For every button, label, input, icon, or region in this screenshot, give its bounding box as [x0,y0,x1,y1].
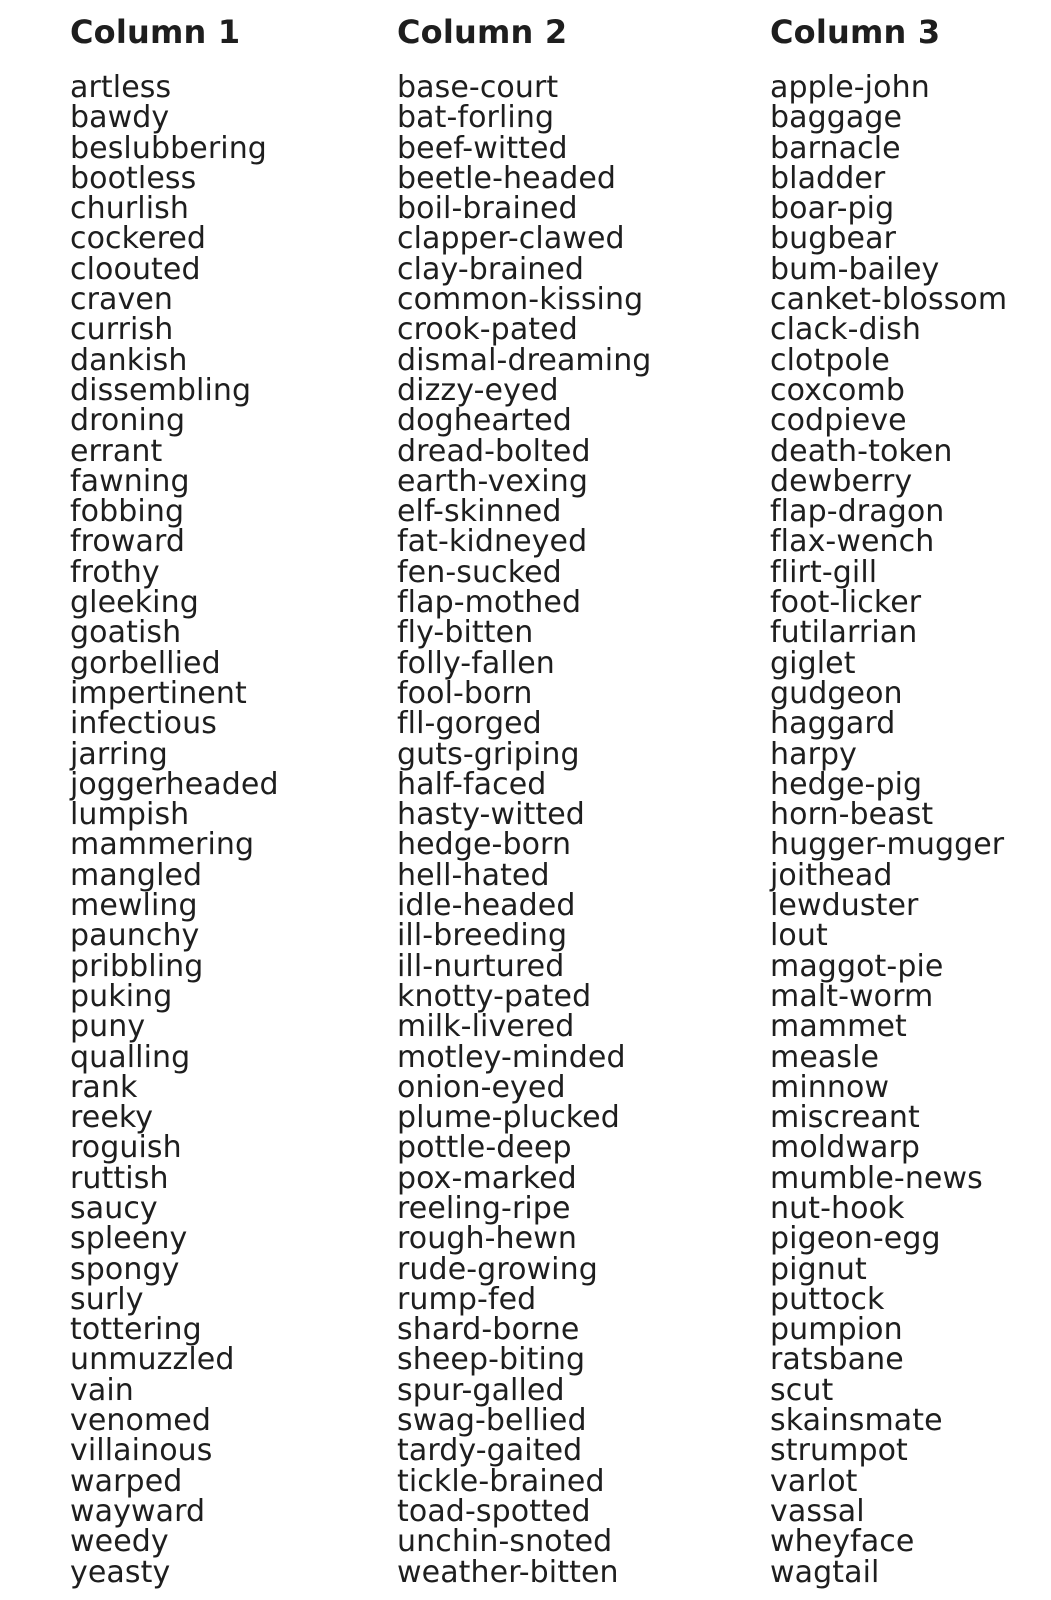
word-item: beetle-headed [397,160,617,196]
word-item: scut [770,1372,834,1408]
word-item: beslubbering [70,130,267,166]
word-item: dissembling [70,372,252,408]
word-item: clay-brained [397,251,585,287]
word-item: harpy [770,736,858,772]
word-item: mammering [70,827,255,863]
column-3 [770,8,1007,1588]
word-item: half-faced [397,766,547,802]
word-item: mangled [70,857,203,893]
word-item: clotpole [770,342,890,378]
word-list [70,70,279,1590]
word-item: mammet [770,1009,907,1045]
word-item: motley-minded [397,1039,626,1075]
word-item: paunchy [70,918,200,954]
word-item: plume-plucked [397,1100,620,1136]
word-item: dread-bolted [397,433,591,469]
word-item: lewduster [770,888,919,924]
word-item: folly-fallen [397,645,555,681]
word-item: wagtail [770,1554,880,1590]
word-item: elf-skinned [397,494,562,530]
word-item: lout [770,918,828,954]
word-item: puttock [770,1281,885,1317]
word-item: clapper-clawed [397,221,625,257]
word-item: errant [70,433,163,469]
word-item: canket-blossom [770,282,1008,318]
word-item: reeky [70,1100,154,1136]
word-item: doghearted [397,403,572,439]
word-item: swag-bellied [397,1403,587,1439]
word-item: strumpot [770,1433,908,1469]
word-item: haggard [770,706,896,742]
word-item: spur-galled [397,1372,565,1408]
word-item: cloouted [70,251,201,287]
word-item: beef-witted [397,130,568,166]
word-item: fll-gorged [397,706,542,742]
word-item: vain [70,1372,134,1408]
word-item: bawdy [70,100,170,136]
word-item: qualling [70,1039,191,1075]
word-item: base-court [397,70,559,105]
word-item: toad-spotted [397,1493,591,1529]
word-item: knotty-pated [397,978,592,1014]
word-item: craven [70,282,174,318]
word-item: barnacle [770,130,901,166]
word-item: wheyface [770,1524,915,1560]
word-item: tardy-gaited [397,1433,583,1469]
word-item: puking [70,978,173,1014]
word-item: wayward [70,1493,206,1529]
word-item: warped [70,1463,183,1499]
word-item: milk-livered [397,1009,575,1045]
word-item: goatish [70,615,182,651]
word-item: tickle-brained [397,1463,605,1499]
word-item: cockered [70,221,207,257]
word-item: dizzy-eyed [397,372,559,408]
word-item: tottering [70,1312,202,1348]
word-item: flirt-gill [770,554,878,590]
word-item: foot-licker [770,585,922,621]
word-item: pigeon-egg [770,1221,941,1257]
word-item: baggage [770,100,903,136]
word-item: dismal-dreaming [397,342,652,378]
word-item: mumble-news [770,1160,983,1196]
word-item: measle [770,1039,880,1075]
word-item: pox-marked [397,1160,577,1196]
word-item: ill-nurtured [397,948,565,984]
word-item: ruttish [70,1160,169,1196]
word-item: boar-pig [770,191,895,227]
word-item: mewling [70,888,198,924]
word-item: guts-griping [397,736,580,772]
word-item: pumpion [770,1312,903,1348]
word-item: roguish [70,1130,182,1166]
word-item: skainsmate [770,1403,943,1439]
word-item: codpieve [770,403,907,439]
word-item: artless [70,70,172,105]
word-item: giglet [770,645,856,681]
column-header: Column 3 [770,13,941,51]
word-item: flap-dragon [770,494,945,530]
word-item: death-token [770,433,953,469]
word-list [397,70,652,1590]
word-item: hedge-born [397,827,572,863]
word-item: nut-hook [770,1190,905,1226]
word-item: moldwarp [770,1130,921,1166]
column-header: Column 2 [397,13,568,51]
word-item: dewberry [770,463,913,499]
word-item: gleeking [70,585,199,621]
word-item: infectious [70,706,217,742]
word-item: apple-john [770,70,930,105]
word-item: common-kissing [397,282,644,318]
word-item: jarring [70,736,168,772]
word-item: dankish [70,342,188,378]
word-item: surly [70,1281,144,1317]
word-item: rank [70,1069,138,1105]
word-item: venomed [70,1403,212,1439]
word-item: malt-worm [770,978,934,1014]
word-item: bat-forling [397,100,555,136]
word-item: bladder [770,160,886,196]
word-item: fly-bitten [397,615,534,651]
word-item: varlot [770,1463,858,1499]
word-item: fen-sucked [397,554,562,590]
word-item: froward [70,524,186,560]
word-item: rump-fed [397,1281,537,1317]
word-item: hell-hated [397,857,550,893]
word-item: minnow [770,1069,890,1105]
word-item: droning [70,403,186,439]
column-2 [397,8,651,1588]
word-item: joggerheaded [70,766,279,802]
word-item: impertinent [70,675,247,711]
word-item: flap-mothed [397,585,582,621]
word-item: currish [70,312,174,348]
word-item: flax-wench [770,524,935,560]
word-item: unmuzzled [70,1342,235,1378]
word-item: maggot-pie [770,948,944,984]
word-item: villainous [70,1433,213,1469]
word-item: clack-dish [770,312,921,348]
word-list [770,70,1008,1590]
word-item: puny [70,1009,146,1045]
word-item: gorbellied [70,645,221,681]
word-item: joithead [770,857,893,893]
word-item: fool-born [397,675,533,711]
word-item: ratsbane [770,1342,904,1378]
word-item: saucy [70,1190,158,1226]
word-item: reeling-ripe [397,1190,571,1226]
word-item: onion-eyed [397,1069,566,1105]
word-item: lumpish [70,797,190,833]
word-item: idle-headed [397,888,576,924]
word-item: pignut [770,1251,867,1287]
word-item: shard-borne [397,1312,580,1348]
word-item: boil-brained [397,191,578,227]
word-item: weather-bitten [397,1554,619,1590]
word-item: vassal [770,1493,865,1529]
word-item: bootless [70,160,197,196]
word-item: bugbear [770,221,897,257]
word-item: miscreant [770,1100,920,1136]
word-item: ill-breeding [397,918,568,954]
word-item: futilarrian [770,615,918,651]
word-item: unchin-snoted [397,1524,613,1560]
word-item: fawning [70,463,190,499]
word-item: rude-growing [397,1251,598,1287]
word-item: pribbling [70,948,204,984]
word-item: gudgeon [770,675,903,711]
word-item: fat-kidneyed [397,524,588,560]
word-item: frothy [70,554,160,590]
word-item: earth-vexing [397,463,588,499]
word-item: yeasty [70,1554,171,1590]
column-header: Column 1 [70,13,241,51]
word-item: fobbing [70,494,185,530]
word-item: weedy [70,1524,169,1560]
word-item: churlish [70,191,189,227]
word-item: rough-hewn [397,1221,577,1257]
word-item: hugger-mugger [770,827,1005,863]
word-item: spongy [70,1251,180,1287]
word-item: hedge-pig [770,766,923,802]
word-item: bum-bailey [770,251,940,287]
word-item: spleeny [70,1221,188,1257]
column-1 [70,8,279,1588]
word-item: sheep-biting [397,1342,586,1378]
word-item: crook-pated [397,312,578,348]
word-item: pottle-deep [397,1130,572,1166]
word-item: coxcomb [770,372,905,408]
word-item: hasty-witted [397,797,585,833]
word-item: horn-beast [770,797,934,833]
